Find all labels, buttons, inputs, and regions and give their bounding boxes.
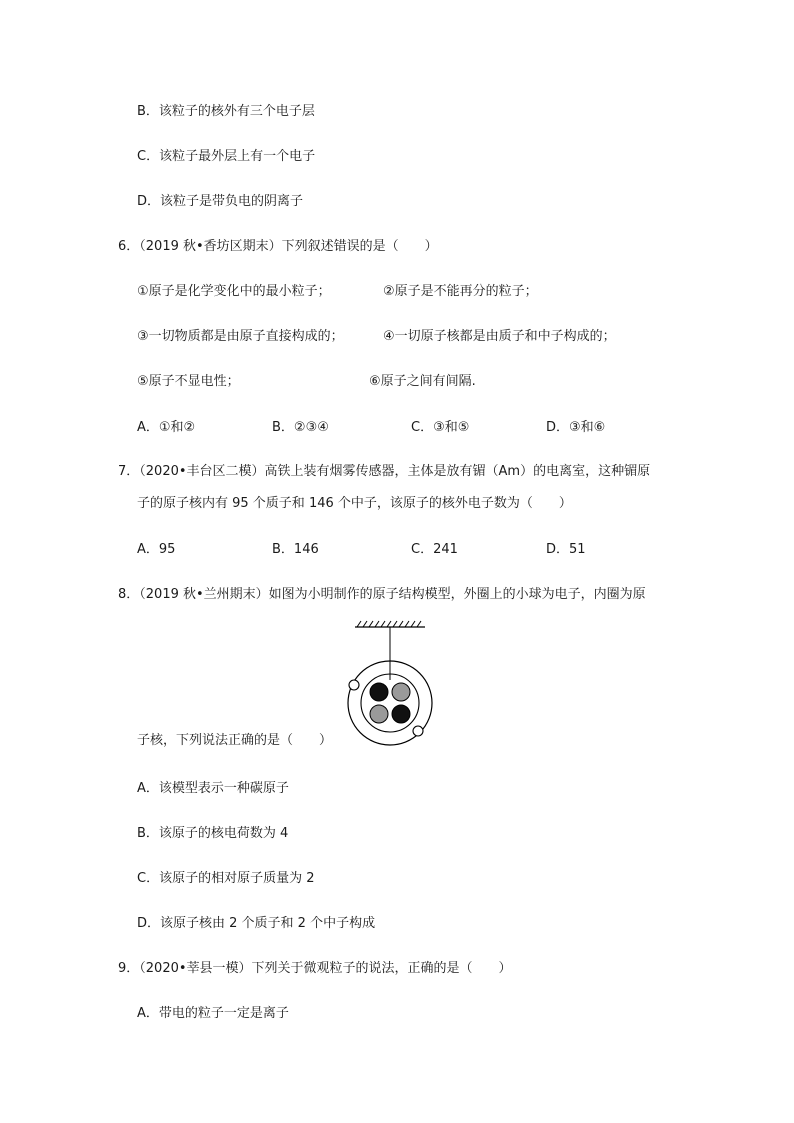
q8-option-b: B．该原子的核电荷数为 4 [137,826,289,841]
q5-option-b: B．该粒子的核外有三个电子层 [137,104,315,119]
q6-statement-1: ①原子是化学变化中的最小粒子； [137,284,331,299]
q6-statement-6: ⑥原子之间有间隔. [369,374,476,389]
q7-stem-line2: 子的原子核内有 95 个质子和 146 个中子，该原子的核外电子数为（ ） [137,496,572,511]
q9-option-a: A．带电的粒子一定是离子 [137,1006,289,1021]
q9-stem: 9．（2020•莘县一模）下列关于微观粒子的说法，正确的是（ ） [118,961,512,976]
q6-statement-3: ③一切物质都是由原子直接构成的； [137,329,344,344]
q7-choice-c: C．241 [411,542,458,557]
atom-model-figure [340,612,440,752]
q6-choice-b: B．②③④ [272,420,329,435]
q8-option-c: C．该原子的相对原子质量为 2 [137,871,315,886]
nucleus-ring [361,674,419,732]
ceiling-hatching [357,621,421,627]
q6-choice-d: D．③和⑥ [546,420,606,435]
electron-left [349,680,359,690]
q7-choice-a: A．95 [137,542,176,557]
q8-option-d: D．该原子核由 2 个质子和 2 个中子构成 [137,916,376,931]
q6-statement-4: ④一切原子核都是由质子和中子构成的； [383,329,616,344]
q6-choice-c: C．③和⑤ [411,420,470,435]
q6-stem: 6．（2019 秋•香坊区期末）下列叙述错误的是（ ） [118,239,438,254]
q6-statement-2: ②原子是不能再分的粒子； [383,284,538,299]
q8-option-a: A．该模型表示一种碳原子 [137,781,289,796]
q8-stem-line1: 8．（2019 秋•兰州期末）如图为小明制作的原子结构模型，外圈上的小球为电子，内圈为原 [118,587,646,602]
q7-choice-d: D．51 [546,542,586,557]
q6-statement-5: ⑤原子不显电性； [137,374,240,389]
neutron-top-right [392,683,410,701]
q7-stem-line1: 7．（2020•丰台区二模）高铁上装有烟雾传感器，主体是放有镅（Am）的电离室，这种镅原 [118,464,651,479]
proton-top-left [370,683,388,701]
q5-option-c: C．该粒子最外层上有一个电子 [137,149,316,164]
q7-choice-b: B．146 [272,542,319,557]
q6-choice-a: A．①和② [137,420,196,435]
proton-bottom-right [392,705,410,723]
electron-right [413,726,423,736]
q8-stem-line2: 子核，下列说法正确的是（ ） [137,733,333,748]
q5-option-d: D．该粒子是带负电的阴离子 [137,194,304,209]
neutron-bottom-left [370,705,388,723]
